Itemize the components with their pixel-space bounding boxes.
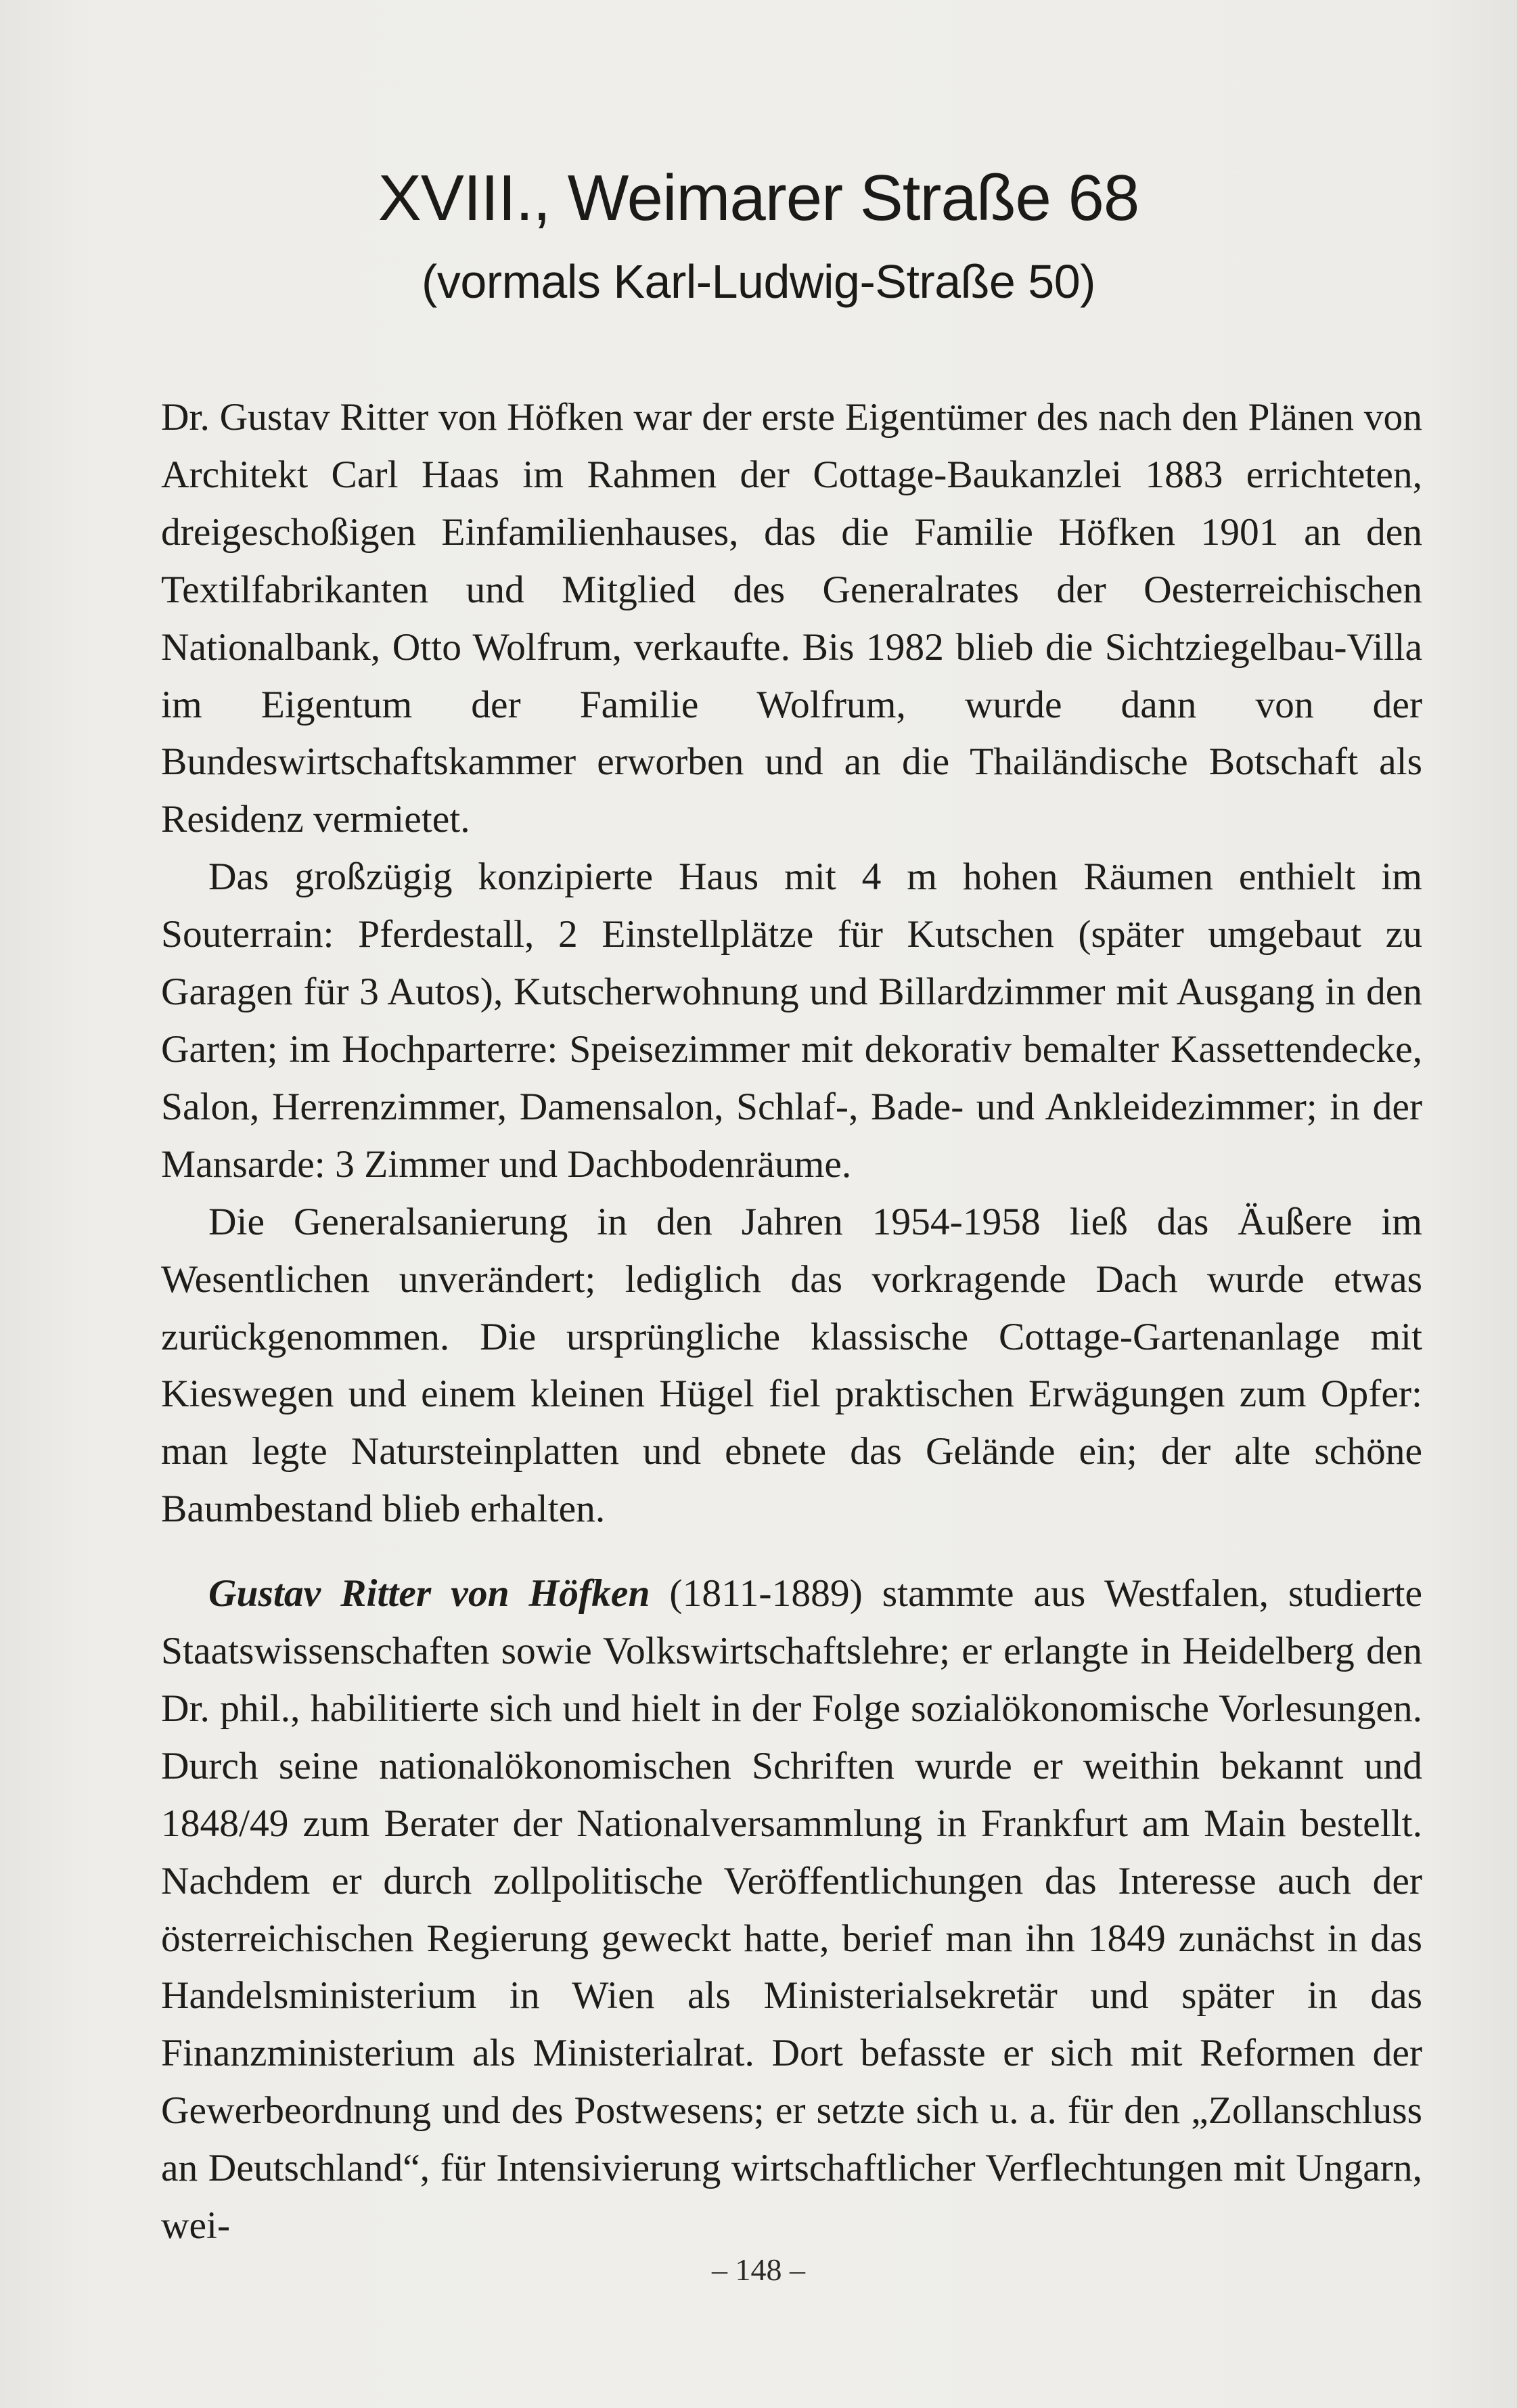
page-number: – 148 – <box>712 2252 805 2287</box>
paragraph-renovation: Die Generalsanierung in den Jahren 1954-1958 ließ das Äußere im Wesentlichen unverändert; lediglich das vorkragende Dach wurde etwas zurückgenommen. Die ursprüngliche klassische Cottage-Gartenanlage mit Kieswegen und einem kleinen Hügel fiel praktischen Erwägungen zum Opfer: man legte Natursteinplatten und ebnete das Gelände ein; der alte schöne Baumbestand blieb erhalten. <box>161 1200 1422 1531</box>
body-text <box>161 389 1422 2255</box>
page-subtitle: (vormals Karl-Ludwig-Straße 50) <box>422 255 1095 308</box>
biography-name: Gustav Ritter von Höfken <box>208 1572 650 1615</box>
paragraph-rooms: Das großzügig konzipierte Haus mit 4 m hohen Räumen enthielt im Souterrain: Pferdestall, 2 Einstellplätze für Kutschen (später umgebaut zu Garagen für 3 Autos), Kutscherwohnung und Billardzimmer mit Ausgang in den Garten; im Hochparterre: Speisezimmer mit dekorativ bemalter Kassettendecke, Salon, Herrenzimmer, Damensalon, Schlaf-, Bade- und Ankleidezimmer; in der Mansarde: 3 Zimmer und Dachbodenräume. <box>161 855 1422 1186</box>
biography-text: (1811-1889) stammte aus Westfalen, studierte Staatswissenschaften sowie Volkswirtschaftslehre; er erlangte in Heidelberg den Dr. phil., habilitierte sich und hielt in der Folge sozialökonomische Vorlesungen. Durch seine nationalökonomischen Schriften wurde er weithin bekannt und 1848/49 zum Berater der Nationalversammlung in Frankfurt am Main bestellt. Nachdem er durch zollpolitische Veröffentlichungen das Interesse auch der österreichischen Regierung geweckt hatte, berief man ihn 1849 zunächst in das Handelsministerium in Wien als Ministerialsekretär und später in das Finanzministerium als Ministerialrat. Dort befasste er sich mit Reformen der Gewerbeordnung und des Postwesens; er setzte sich u. a. für den „Zollanschluss an Deutschland“, für Intensivierung wirtschaftlicher Verflechtungen mit Ungarn, wei- <box>161 1572 1422 2248</box>
page-title: XVIII., Weimarer Straße 68 <box>378 162 1139 234</box>
paragraph-ownership: Dr. Gustav Ritter von Höfken war der erste Eigentümer des nach den Plänen von Architekt Carl Haas im Rahmen der Cottage-Baukanzlei 1883 errichteten, dreigeschoßigen Einfamilienhauses, das die Familie Höfken 1901 an den Textilfabrikanten und Mitglied des Generalrates der Oesterreichischen Nationalbank, Otto Wolfrum, verkaufte. Bis 1982 blieb die Sichtziegelbau-Villa im Eigentum der Familie Wolfrum, wurde dann von der Bundeswirtschaftskammer erworben und an die Thailändische Botschaft als Residenz vermietet. <box>161 396 1422 841</box>
paragraph-biography <box>161 1565 1422 2255</box>
